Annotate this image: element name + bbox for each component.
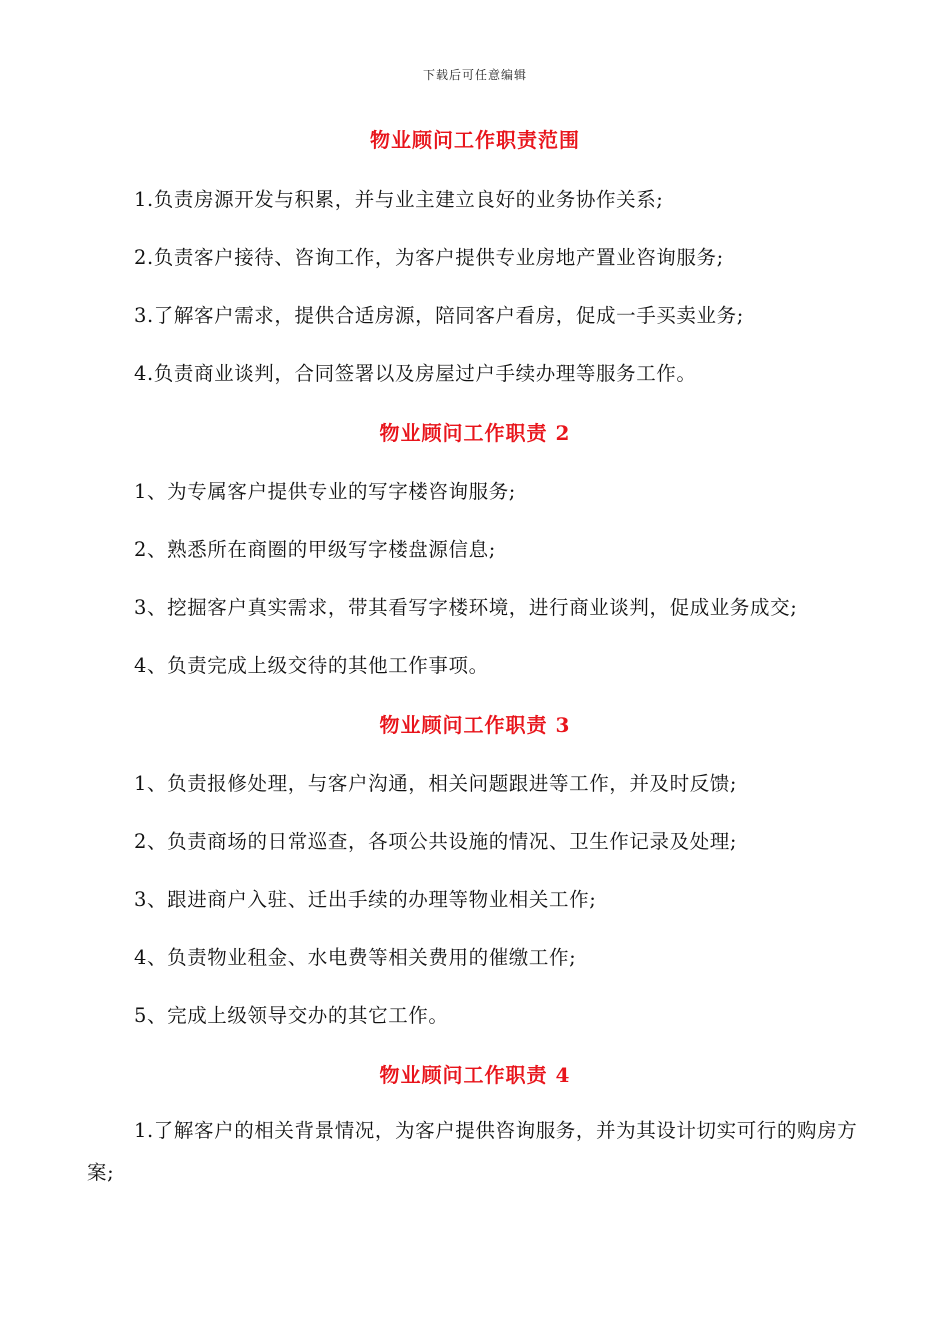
- section-3-item-4: 4、负责物业租金、水电费等相关费用的催缴工作;: [134, 946, 577, 969]
- header-note: 下载后可任意编辑: [422, 68, 527, 82]
- section-title-3: 物业顾问工作职责 3: [379, 713, 571, 737]
- section-1-item-2: 2.负责客户接待、咨询工作，为客户提供专业房地产置业咨询服务;: [134, 246, 724, 269]
- section-2-item-2: 2、熟悉所在商圈的甲级写字楼盘源信息;: [134, 538, 496, 561]
- section-title-4: 物业顾问工作职责 4: [379, 1063, 571, 1087]
- section-1-item-4: 4.负责商业谈判，合同签署以及房屋过户手续办理等服务工作。: [134, 362, 697, 385]
- section-3-item-3: 3、跟进商户入驻、迁出手续的办理等物业相关工作;: [134, 888, 597, 911]
- section-3-item-5: 5、完成上级领导交办的其它工作。: [134, 1004, 449, 1027]
- section-1-item-1: 1.负责房源开发与积累，并与业主建立良好的业务协作关系;: [134, 188, 664, 211]
- section-3-item-2: 2、负责商场的日常巡查，各项公共设施的情况、卫生作记录及处理;: [134, 830, 738, 853]
- section-2-item-4: 4、负责完成上级交待的其他工作事项。: [134, 654, 489, 677]
- section-title-1: 物业顾问工作职责范围: [370, 128, 580, 152]
- section-2-item-3: 3、挖掘客户真实需求，带其看写字楼环境，进行商业谈判，促成业务成交;: [134, 596, 798, 619]
- section-1-item-3: 3.了解客户需求，提供合适房源，陪同客户看房，促成一手买卖业务;: [134, 304, 744, 327]
- section-4-item-1: 1.了解客户的相关背景情况，为客户提供咨询服务，并为其设计切实可行的购房方案;: [87, 1119, 858, 1184]
- section-2-item-1: 1、为专属客户提供专业的写字楼咨询服务;: [134, 480, 516, 503]
- section-title-2: 物业顾问工作职责 2: [379, 421, 571, 445]
- section-3-item-1: 1、负责报修处理，与客户沟通，相关问题跟进等工作，并及时反馈;: [134, 772, 738, 795]
